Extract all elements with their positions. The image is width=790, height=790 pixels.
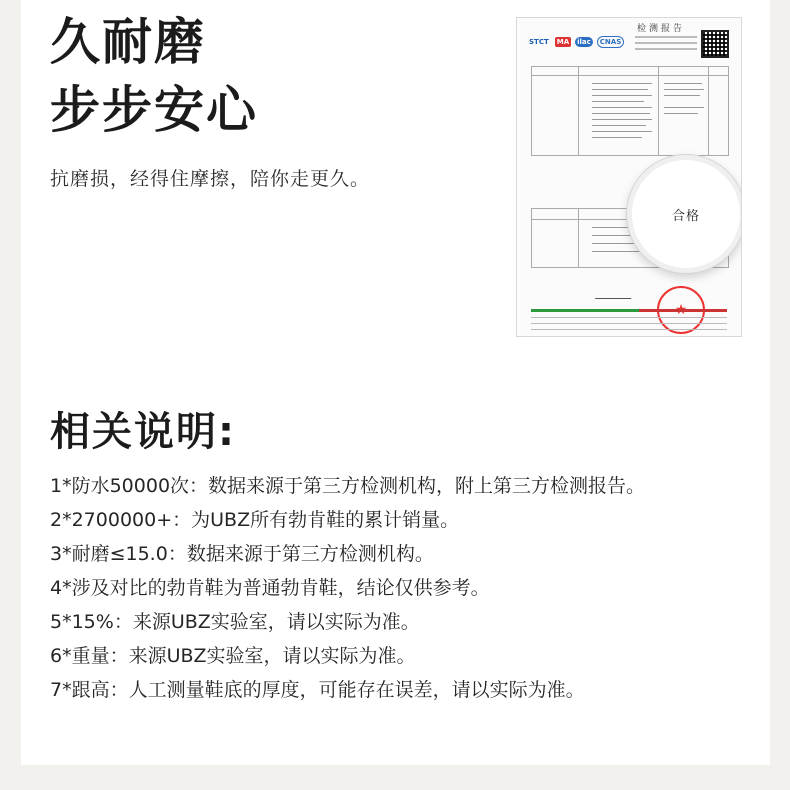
headline-line-1: 久耐磨	[50, 13, 206, 71]
certification-logos	[527, 36, 624, 48]
note-item: 1*防水50000次：数据来源于第三方检测机构，附上第三方检测报告。	[50, 475, 646, 497]
footer-line	[531, 323, 727, 324]
subtitle: 抗磨损，经得住摩擦，陪你走更久。	[50, 168, 371, 190]
report-meta-lines	[635, 32, 697, 54]
note-item: 6*重量：来源UBZ实验室，请以实际为准。	[50, 645, 416, 667]
footer-line	[531, 317, 727, 318]
ma-logo: MA	[556, 38, 570, 46]
ilac-logo: ilac	[577, 38, 591, 46]
report-title: 检测报告	[637, 24, 686, 34]
note-item: 2*2700000+：为UBZ所有勃肯鞋的累计销量。	[50, 509, 460, 531]
note-item: 7*跟高：人工测量鞋底的厚度，可能存在误差，请以实际为准。	[50, 679, 585, 701]
note-item: 3*耐磨≤15.0：数据来源于第三方检测机构。	[50, 543, 434, 565]
notes-heading: 相关说明:	[50, 409, 236, 455]
note-item: 5*15%：来源UBZ实验室，请以实际为准。	[50, 611, 420, 633]
qr-code-icon	[701, 30, 729, 58]
report-table	[531, 66, 729, 156]
footer-line	[531, 329, 727, 330]
test-report-image	[516, 17, 742, 337]
stct-logo: STCT	[529, 38, 549, 46]
magnified-result-text: 合格	[671, 208, 700, 224]
cnas-logo: CNAS	[597, 36, 624, 48]
notes-list	[50, 472, 645, 710]
headline-line-2: 步步安心	[50, 81, 258, 139]
note-item: 4*涉及对比的勃肯鞋为普通勃肯鞋，结论仅供参考。	[50, 577, 490, 599]
magnifier-lens	[627, 155, 742, 273]
signature-mark	[595, 288, 635, 299]
report-footer-bar	[531, 309, 727, 312]
